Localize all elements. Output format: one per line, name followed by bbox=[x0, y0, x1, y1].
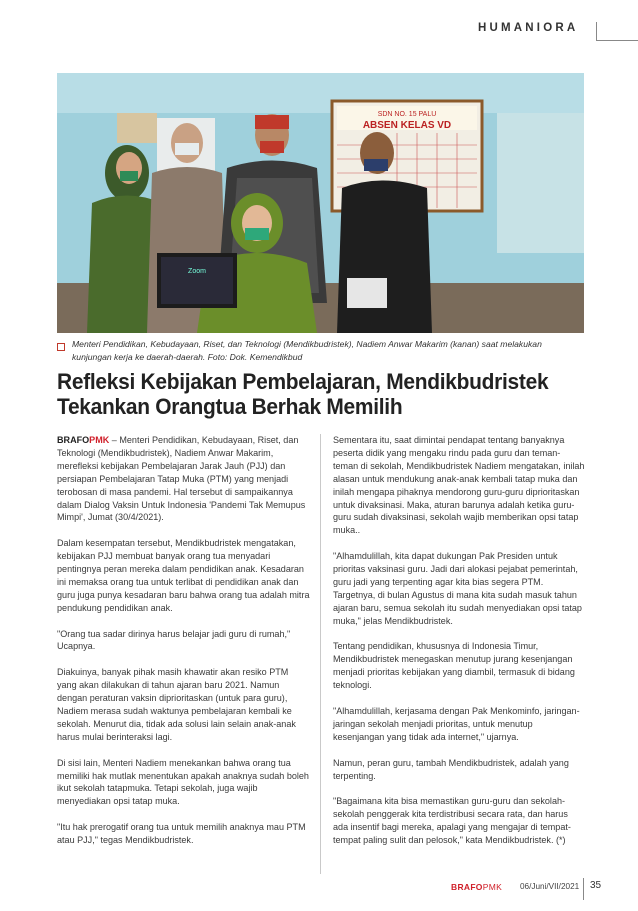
footer-brand-b: PMK bbox=[482, 882, 503, 892]
paragraph: "Alhamdulillah, kerjasama dengan Pak Menkominfo, jaringan-jaringan sekolah menjadi prioritas, untuk menutup kesenjangan yang tidak ada internet," ujarnya. bbox=[333, 705, 580, 742]
paragraph: Diakuinya, banyak pihak masih khawatir akan resiko PTM yang akan dilakukan di tahun ajaran baru 2021. Namun dengan peraturan vaksin diprioritaskan (untuk para guru), Nadiem merasa sudah waktunya pembelajaran kembali ke sekolah. Menurut dia, tidak ada solusi lain selain anak-anak harus mulai berinteraksi lagi. bbox=[57, 667, 296, 742]
byline-brand-b: PMK bbox=[89, 435, 110, 445]
laptop-label: Zoom bbox=[188, 268, 206, 275]
photo-caption: Menteri Pendidikan, Kebudayaan, Riset, dan Teknologi (Mendikbudristek), Nadiem Anwar Makarim (kanan) saat melakukan kunjungan kerja ke daerah-daerah. Foto: Dok. Kemendikbud bbox=[72, 339, 542, 362]
board-title-1: SDN NO. 15 PALU bbox=[377, 111, 437, 118]
article-headline bbox=[57, 369, 559, 419]
headline-line-2: Tekankan Orangtua Berhak Memilih bbox=[57, 394, 403, 419]
left-column bbox=[57, 434, 310, 860]
paragraph: Tentang pendidikan, khususnya di Indonesia Timur, Mendikbudristek menegaskan menutup jurang kesenjangan menjadi prioritas kebijakan yang diambil, termasuk di bidang teknologi. bbox=[333, 641, 575, 691]
article-photo bbox=[57, 73, 584, 333]
paragraph-text: – Menteri Pendidikan, Kebudayaan, Riset, dan Teknologi (Mendikbudristek), Nadiem Anwar Makarim, merefleksi kebijakan Pembelajaran Jarak Jauh (PJJ) dan persiapan Pembelajaran Tatap Muka (PTM) yang menjadi terobosan di masa pandemi. Hal tersebut di sampaikannya dalam Dialog Vaksin Untuk Indonesia 'Pandemi Tak Memupus Mimpi', Jumat (30/4/2021). bbox=[57, 435, 306, 523]
header-rule-vertical bbox=[596, 22, 597, 41]
footer-date: 06/Juni/VII/2021 bbox=[520, 882, 580, 891]
footer-rule bbox=[583, 878, 584, 900]
page-number: 35 bbox=[590, 880, 602, 891]
footer-brand bbox=[451, 882, 502, 892]
paragraph: Namun, peran guru, tambah Mendikbudristek, adalah yang terpenting. bbox=[333, 757, 569, 781]
caption-marker bbox=[57, 343, 65, 351]
paragraph: "Bagaimana kita bisa memastikan guru-guru dan sekolah-sekolah penggerak kita terdistribusi secara rata, dan harus ada insentif bagi mereka, apalagi yang mengajar di tempat-tempat paling sulit dan pelosok," kata Mendikbudristek. (*) bbox=[333, 796, 571, 846]
header-rule bbox=[596, 40, 638, 41]
right-column bbox=[333, 434, 585, 860]
laptop bbox=[157, 253, 237, 308]
section-label: HUMANIORA bbox=[478, 22, 579, 34]
paragraph: "Orang tua sadar dirinya harus belajar jadi guru di rumah," Ucapnya. bbox=[57, 628, 291, 652]
paragraph: Sementara itu, saat dimintai pendapat tentang banyaknya peserta didik yang mengaku rindu pada guru dan teman-teman di sekolah, Mendikbudristek Nadiem mengatakan, inilah alasan untuk mendukung anak-anak kembali tatap muka dan inilah mengapa pihaknya mendorong guru-guru diprioritaskan untuk divaksinasi. Maka, aturan barunya adalah ketika guru-guru sudah divaksinasi, sekolah wajib memberikan opsi tatap muka.. bbox=[333, 435, 585, 536]
paragraph: Di sisi lain, Menteri Nadiem menekankan bahwa orang tua memiliki hak mutlak menentukan apakah anaknya sudah boleh ikut sekolah tatapmuka. Tetapi sekolah, juga wajib menyediakan opsi tatap muka. bbox=[57, 757, 309, 807]
column-divider bbox=[320, 434, 321, 874]
footer-brand-a: BRAFO bbox=[451, 882, 483, 892]
paragraph: Dalam kesempatan tersebut, Mendikbudristek mengatakan, kebijakan PJJ membuat banyak orang tua menyadari pentingnya peran mereka dalam pendidikan anak. Kesadaran ini memaksa orang tua untuk terlibat di pendidikan anak dan guru juga punya kesadaran baru bahwa orang tua adalah mitra pendukung pendidikan anak. bbox=[57, 538, 310, 613]
paragraph: "Itu hak prerogatif orang tua untuk memilih anaknya mau PTM atau PJJ," tegas Mendikbudristek. bbox=[57, 822, 306, 846]
paragraph bbox=[57, 434, 310, 524]
headline-line-1: Refleksi Kebijakan Pembelajaran, Mendikbudristek bbox=[57, 369, 549, 394]
board-title-2: ABSEN KELAS VD bbox=[362, 120, 452, 131]
paragraph: "Alhamdulillah, kita dapat dukungan Pak Presiden untuk prioritas vaksinasi guru. Jadi dari alokasi pejabat pemerintah, guru jadi yang terpenting agar kita bias segera PTM. Targetnya, di bulan Agustus di mana kita sudah masuk tahun ajaran baru, semua sekolah itu sudah menyediakan opsi tatap muka," jelas Mendikbudristek. bbox=[333, 551, 582, 626]
byline-brand-a: BRAFO bbox=[57, 435, 90, 445]
